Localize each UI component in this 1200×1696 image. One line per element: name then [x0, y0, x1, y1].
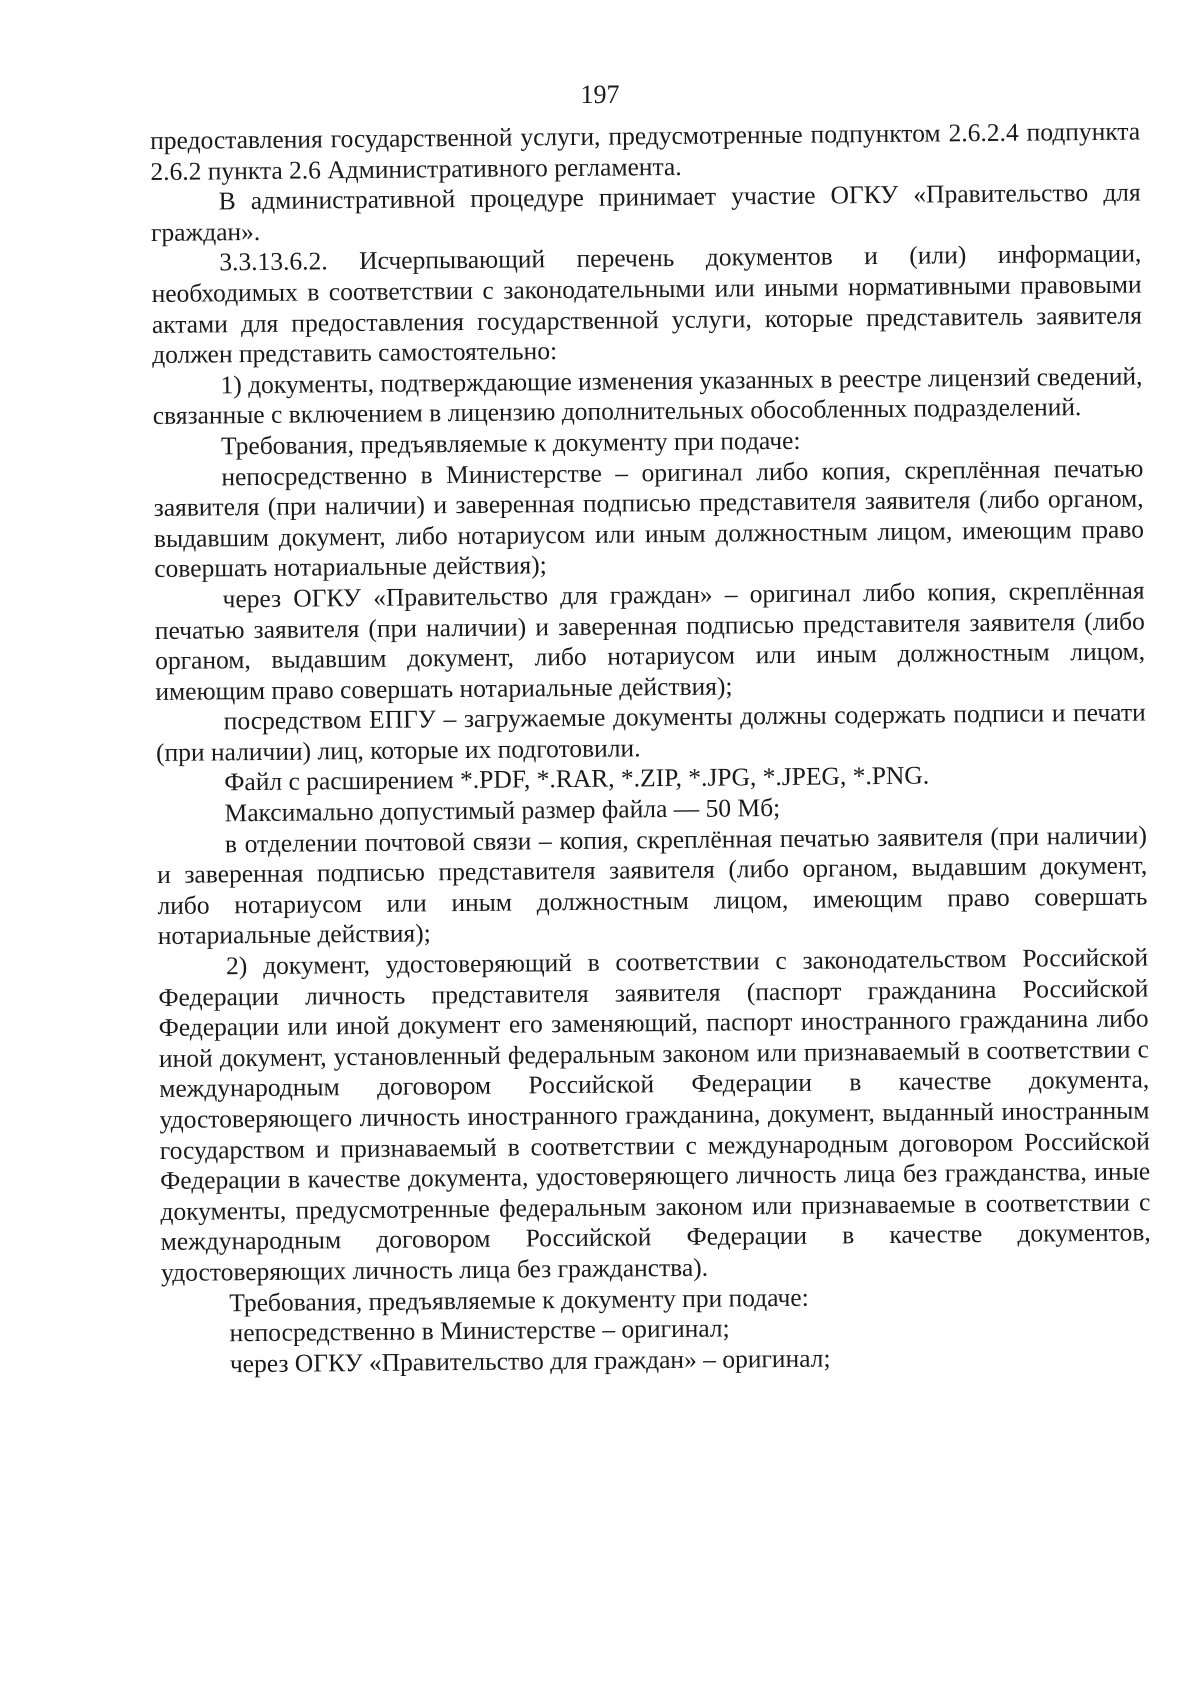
paragraph-item-2: 2) документ, удостоверяющий в соответствии с законодательством Российской Федерации личность представителя заявителя (паспорт гражданина Российской Федерации или иной документ его заменяющий, паспорт иностранного гражданина либо иной документ, установленный федеральным законом или признаваемый в соответствии с международным договором Российской Федерации в качестве документа, удостоверяющего личность иностранного гражданина, документ, выданный иностранным государством и признаваемый в соответствии с международным договором Российской Федерации в качестве документа, удостоверяющего личность лица без гражданства, иные документы, предусмотренные федеральным законом или признаваемые в соответствии с международным договором Российской Федерации в качестве документов, удостоверяющих личность лица без гражданства). [158, 942, 1151, 1287]
paragraph-participation: В административной процедуре принимает участие ОГКУ «Правительство для граждан». [150, 177, 1141, 247]
paragraph-ogku-submission: через ОГКУ «Правительство для граждан» – оригинал либо копия, скреплённая печатью заявителя (при наличии) и заверенная подписью представителя заявителя (либо органом, выдавшим документ, либо нотариусом или иным должностным лицом, имеющим право совершать нотариальные действия); [154, 575, 1146, 706]
document-body [150, 116, 1152, 1380]
paragraph-epgu-submission: посредством ЕПГУ – загружаемые документы должны содержать подписи и печати (при наличии) лиц, которые их подготовили. [155, 697, 1146, 767]
paragraph-ogku-original: через ОГКУ «Правительство для граждан» – оригинал; [229, 1343, 831, 1379]
paragraph-continuation: предоставления государственной услуги, предусмотренные подпунктом 2.6.2.4 подпункта 2.6.2 пункта 2.6 Административного регламента. [150, 116, 1141, 186]
paragraph-post-office-submission: в отделении почтовой связи – копия, скреплённая печатью заявителя (при наличии) и заверенная подписью представителя заявителя (либо органом, выдавшим документ, либо нотариусом или иным должностным лицом, имеющим право совершать нотариальные действия); [157, 820, 1148, 951]
paragraph-requirements-heading: Требования, предъявляемые к документу при подаче: [220, 425, 801, 461]
paragraph-requirements-heading-2: Требования, предъявляемые к документу при подаче: [229, 1282, 809, 1317]
paragraph-item-1: 1) документы, подтверждающие изменения указанных в реестре лицензий сведений, связанные с включением в лицензию дополнительных обособленных подразделений. [152, 361, 1143, 431]
paragraph-max-file-size: Максимально допустимый размер файла — 50 Мб; [224, 793, 781, 828]
paragraph-file-extensions: Файл с расширением *.PDF, *.RAR, *.ZIP, *.JPG, *.JPEG, *.PNG. [224, 761, 930, 797]
page-number: 197 [580, 80, 620, 109]
paragraph-section-3-3-13-6-2: 3.3.13.6.2. Исчерпывающий перечень документов и (или) информации, необходимых в соответствии с законодательными или иными нормативными правовыми актами для предоставления государственной услуги, которые представитель заявителя должен представить самостоятельно: [151, 238, 1142, 370]
paragraph-ministry-submission: непосредственно в Министерстве – оригинал либо копия, скреплённая печатью заявителя (при наличии) и заверенная подписью представителя заявителя (либо органом, выдавшим документ, либо нотариусом или иным должностным лицом, имеющим право совершать нотариальные действия); [153, 453, 1145, 584]
paragraph-ministry-original: непосредственно в Министерстве – оригинал; [229, 1313, 730, 1348]
